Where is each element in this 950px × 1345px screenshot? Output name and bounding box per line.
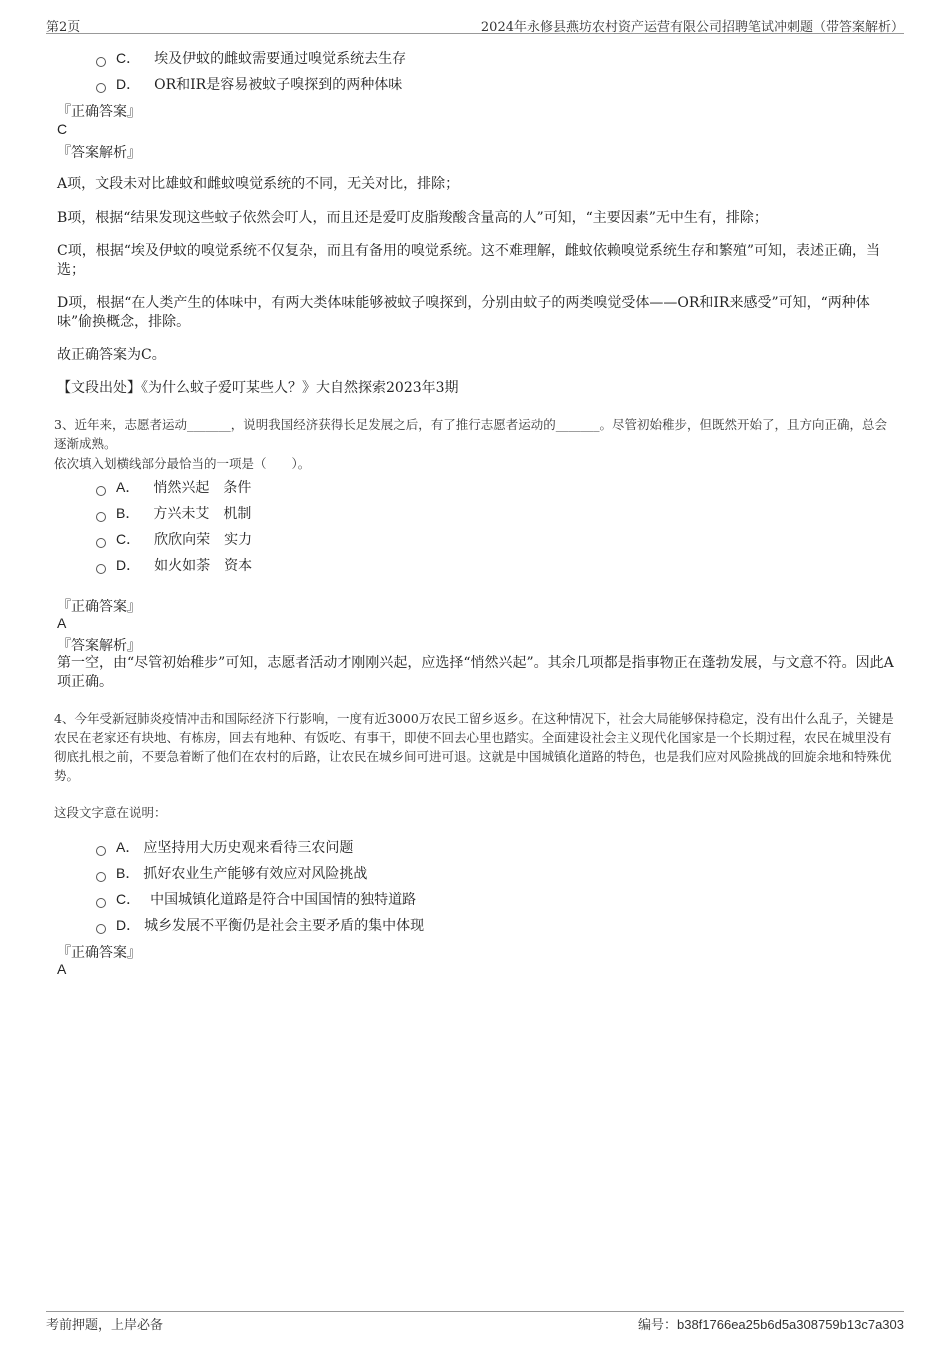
q3-option-c[interactable]: C． 欣欣向荣 实力 <box>96 529 252 549</box>
radio-icon[interactable] <box>96 564 106 574</box>
q2-option-c[interactable]: C． 埃及伊蚊的雌蚊需要通过嗅觉系统去生存 <box>96 48 406 68</box>
page-number: 第2页 <box>46 20 81 35</box>
q3-option-d[interactable]: D． 如火如荼 资本 <box>96 555 252 575</box>
q4-stem: 4、今年受新冠肺炎疫情冲击和国际经济下行影响，一度有近3000万农民工留乡返乡。在这种情况下，社会大局能够保持稳定，没有出什么乱子，关键是农民在老家还有块地、有栋房，回去有地种、有饭吃、有事干，即使不回去心里也踏实。全面建设社会主义现代化国家是一个长期过程，农民在城里没有彻底扎根之前，不要急着断了他们在农村的后路，让农民在城乡间可进可退。这就是中国城镇化道路的特色，也是我们应对风险挑战的回旋余地和特殊优势。 <box>54 711 894 783</box>
q4-prompt: 这段文字意在说明： <box>54 805 167 820</box>
q2-analysis-label: 『答案解析』 <box>57 145 141 161</box>
q3-option-a[interactable]: A． 悄然兴起 条件 <box>96 477 251 497</box>
radio-icon[interactable] <box>96 57 106 67</box>
q4-answer: A <box>57 961 67 977</box>
radio-icon[interactable] <box>96 538 106 548</box>
q2-conclusion: 故正确答案为C。 <box>57 347 166 363</box>
q2-answer: C <box>57 121 68 137</box>
q2-option-d[interactable]: D． OR和IR是容易被蚊子嗅探到的两种体味 <box>96 74 402 94</box>
radio-icon[interactable] <box>96 872 106 882</box>
q3-analysis: 第一空，由“尽管初始稚步”可知，志愿者活动才刚刚兴起，应选择“悄然兴起”。其余几项都是指事物正在蓬勃发展，与文意不符。因此A项正确。 <box>57 655 894 690</box>
q4-option-c[interactable]: C． 中国城镇化道路是符合中国国情的独特道路 <box>96 889 416 909</box>
document-code: 编号：b38f1766ea25b6d5a308759b13c7a303 <box>637 1317 904 1333</box>
q4-answer-label: 『正确答案』 <box>57 945 141 961</box>
q3-stem: 3、近年来，志愿者运动_______，说明我国经济获得长足发展之后，有了推行志愿者运动的_______。尽管初始稚步，但既然开始了，且方向正确，总会逐渐成熟。 <box>54 417 887 451</box>
q4-option-d[interactable]: D． 城乡发展不平衡仍是社会主要矛盾的集中体现 <box>96 915 424 935</box>
header-divider <box>46 33 904 34</box>
radio-icon[interactable] <box>96 846 106 856</box>
q2-analysis-b: B项，根据“结果发现这些蚊子依然会叮人，而且还是爱叮皮脂羧酸含量高的人”可知，“主要因素”无中生有，排除； <box>57 210 768 226</box>
radio-icon[interactable] <box>96 898 106 908</box>
radio-icon[interactable] <box>96 486 106 496</box>
q3-prompt: 依次填入划横线部分最恰当的一项是（ ）。 <box>54 456 311 471</box>
document-title: 2024年永修县燕坊农村资产运营有限公司招聘笔试冲刺题（带答案解析） <box>480 20 904 35</box>
q3-analysis-label: 『答案解析』 <box>57 638 141 654</box>
q3-option-b[interactable]: B． 方兴未艾 机制 <box>96 503 251 523</box>
q2-analysis-c: C项，根据“埃及伊蚊的嗅觉系统不仅复杂，而且有备用的嗅觉系统。这不难理解，雌蚊依赖嗅觉系统生存和繁殖”可知，表述正确，当选； <box>57 243 881 278</box>
footer-divider <box>46 1311 904 1312</box>
footer-slogan: 考前押题，上岸必备 <box>46 1318 164 1333</box>
radio-icon[interactable] <box>96 512 106 522</box>
q4-option-a[interactable]: A． 应坚持用大历史观来看待三农问题 <box>96 837 353 857</box>
q4-option-b[interactable]: B． 抓好农业生产能够有效应对风险挑战 <box>96 863 367 883</box>
radio-icon[interactable] <box>96 924 106 934</box>
q2-analysis-d: D项，根据“在人类产生的体味中，有两大类体味能够被蚊子嗅探到，分别由蚊子的两类嗅觉受体——OR和IR来感受”可知，“两种体味”偷换概念，排除。 <box>57 295 870 330</box>
q3-answer: A <box>57 615 67 631</box>
radio-icon[interactable] <box>96 83 106 93</box>
q2-source: 【文段出处】《为什么蚊子爱叮某些人？》大自然探索2023年3期 <box>57 380 459 396</box>
q2-answer-label: 『正确答案』 <box>57 104 141 120</box>
q3-answer-label: 『正确答案』 <box>57 599 141 615</box>
q2-analysis-a: A项，文段未对比雄蚊和雌蚊嗅觉系统的不同，无关对比，排除； <box>57 176 460 192</box>
